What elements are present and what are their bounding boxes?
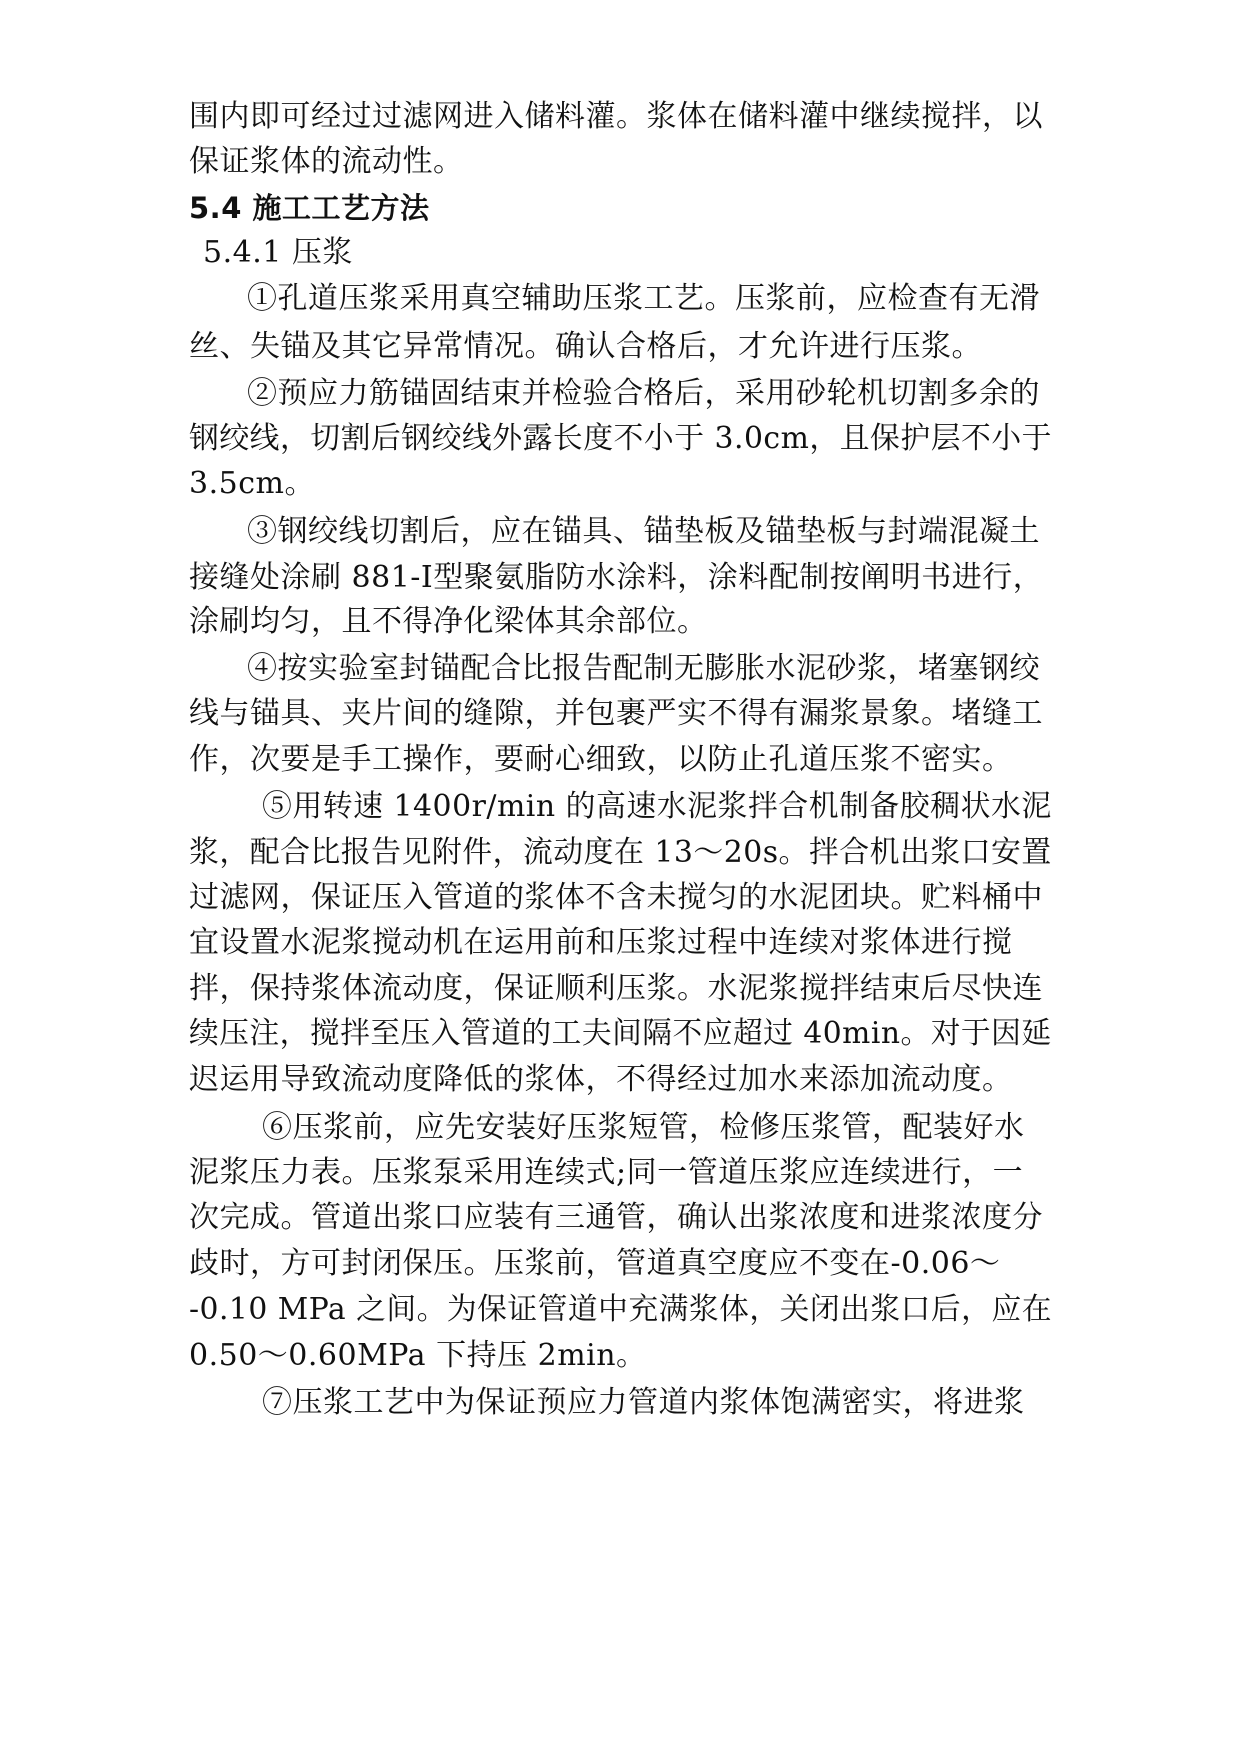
- body-line: 浆，配合比报告见附件，流动度在 13～20s。拌合机出浆口安置: [189, 835, 1052, 870]
- body-line: 围内即可经过过滤网进入储料灌。浆体在储料灌中继续搅拌，以: [189, 99, 1043, 134]
- body-line: 作，次要是手工操作，要耐心细致，以防止孔道压浆不密实。: [189, 742, 1013, 777]
- body-line: 歧时，方可封闭保压。压浆前，管道真空度应不变在-0.06～: [189, 1246, 1001, 1281]
- paragraph-start-line: ⑦压浆工艺中为保证预应力管道内浆体饱满密实，将进浆: [262, 1385, 1025, 1420]
- body-line: 宜设置水泥浆搅动机在运用前和压浆过程中连续对浆体进行搅: [189, 925, 1013, 960]
- body-line: 3.5cm。: [189, 466, 315, 501]
- subsection-heading: 5.4.1 压浆: [203, 235, 353, 270]
- body-line: 丝、失锚及其它异常情况。确认合格后，才允许进行压浆。: [189, 329, 982, 364]
- body-line: 0.50～0.60MPa 下持压 2min。: [189, 1338, 647, 1373]
- body-line: 拌，保持浆体流动度，保证顺利压浆。水泥浆搅拌结束后尽快连: [189, 971, 1043, 1006]
- body-line: 迟运用导致流动度降低的浆体，不得经过加水来添加流动度。: [189, 1062, 1013, 1097]
- body-line: 保证浆体的流动性。: [189, 144, 464, 179]
- paragraph-start-line: ⑤用转速 1400r/min 的高速水泥浆拌合机制备胶稠状水泥: [262, 789, 1052, 824]
- body-line: 线与锚具、夹片间的缝隙，并包裹严实不得有漏浆景象。堵缝工: [189, 696, 1043, 731]
- paragraph-start-line: ④按实验室封锚配合比报告配制无膨胀水泥砂浆，堵塞钢绞: [247, 651, 1040, 686]
- body-line: 接缝处涂刷 881-Ⅰ型聚氨脂防水涂料，涂料配制按阐明书进行，: [189, 560, 1044, 595]
- body-line: -0.10 MPa 之间。为保证管道中充满浆体，关闭出浆口后，应在: [189, 1292, 1052, 1327]
- body-line: 涂刷均匀，且不得净化梁体其余部位。: [189, 604, 708, 639]
- paragraph-start-line: ⑥压浆前，应先安装好压浆短管，检修压浆管，配装好水: [262, 1110, 1025, 1145]
- section-heading: 5.4 施工工艺方法: [189, 191, 430, 225]
- body-line: 次完成。管道出浆口应装有三通管，确认出浆浓度和进浆浓度分: [189, 1200, 1043, 1235]
- paragraph-start-line: ②预应力筋锚固结束并检验合格后，采用砂轮机切割多余的: [247, 376, 1040, 411]
- paragraph-start-line: ①孔道压浆采用真空辅助压浆工艺。压浆前，应检查有无滑: [247, 281, 1040, 316]
- paragraph-start-line: ③钢绞线切割后，应在锚具、锚垫板及锚垫板与封端混凝土: [247, 514, 1040, 549]
- body-line: 过滤网，保证压入管道的浆体不含未搅匀的水泥团块。贮料桶中: [189, 880, 1043, 915]
- body-line: 钢绞线，切割后钢绞线外露长度不小于 3.0cm，且保护层不小于: [189, 421, 1052, 456]
- body-line: 续压注，搅拌至压入管道的工夫间隔不应超过 40min。对于因延: [189, 1016, 1052, 1051]
- body-line: 泥浆压力表。压浆泵采用连续式;同一管道压浆应连续进行，一: [189, 1155, 1024, 1190]
